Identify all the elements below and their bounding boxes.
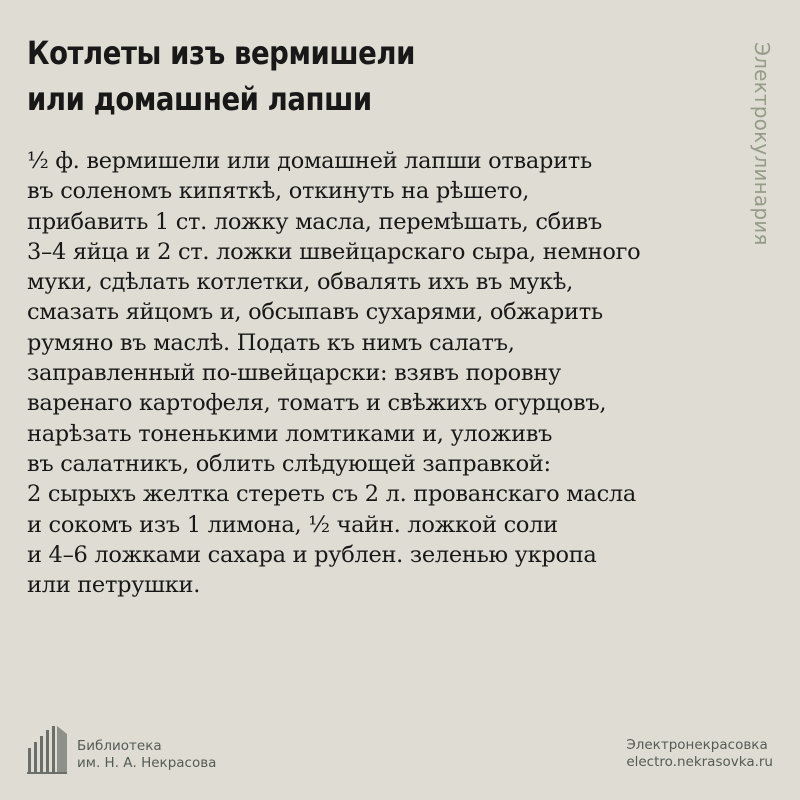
library-name-line-2: им. Н. А. Некрасова — [77, 755, 217, 771]
recipe-line: нарѣзать тоненькими ломтиками и, уложивъ — [27, 420, 553, 447]
title-line-1: Котлеты изъ вермишели — [27, 34, 415, 72]
recipe-line: или петрушки. — [27, 572, 201, 599]
site-url: electro.nekrasovka.ru — [626, 754, 773, 770]
recipe-line: смазать яйцомъ и, обсыпавъ сухарями, обжарить — [27, 299, 603, 326]
recipe-line: заправленный по-швейцарски: взявъ поровну — [27, 360, 561, 387]
recipe-line: 2 сырыхъ желтка стереть съ 2 л. прованскаго масла — [27, 481, 637, 508]
recipe-line: ½ ф. вермишели или домашней лапши отварить — [27, 148, 592, 174]
recipe-line: румяно въ маслѣ. Подать къ нимъ салатъ, — [27, 329, 515, 356]
recipe-line: и 4–6 ложками сахара и рублен. зеленью укропа — [27, 541, 597, 568]
recipe-line: варенаго картофеля, томатъ и свѣжихъ огурцовъ, — [27, 390, 607, 417]
side-label: Электрокулинария — [750, 42, 774, 246]
title-line-2: или домашней лапши — [27, 80, 372, 118]
library-name — [77, 738, 216, 772]
library-building-icon — [27, 726, 67, 774]
recipe-line: въ соленомъ кипяткѣ, откинуть на рѣшето, — [27, 178, 530, 205]
recipe-text — [27, 146, 732, 600]
recipe-line: 3–4 яйца и 2 ст. ложки швейцарскаго сыра, немного — [27, 238, 641, 265]
library-name-line-1: Библиотека — [77, 738, 162, 754]
library-logo — [27, 724, 216, 774]
recipe-line: прибавить 1 ст. ложку масла, перемѣшать, сбивъ — [27, 208, 602, 235]
recipe-line: и сокомъ изъ 1 лимона, ½ чайн. ложкой соли — [27, 511, 558, 538]
site-name: Электронекрасовка — [626, 737, 768, 753]
recipe-line: въ салатникъ, облить слѣдующей заправкой: — [27, 450, 551, 477]
recipe-line: муки, сдѣлать котлетки, обвалять ихъ въ мукѣ, — [27, 269, 573, 296]
site-credit — [626, 737, 773, 771]
recipe-title — [27, 30, 415, 122]
